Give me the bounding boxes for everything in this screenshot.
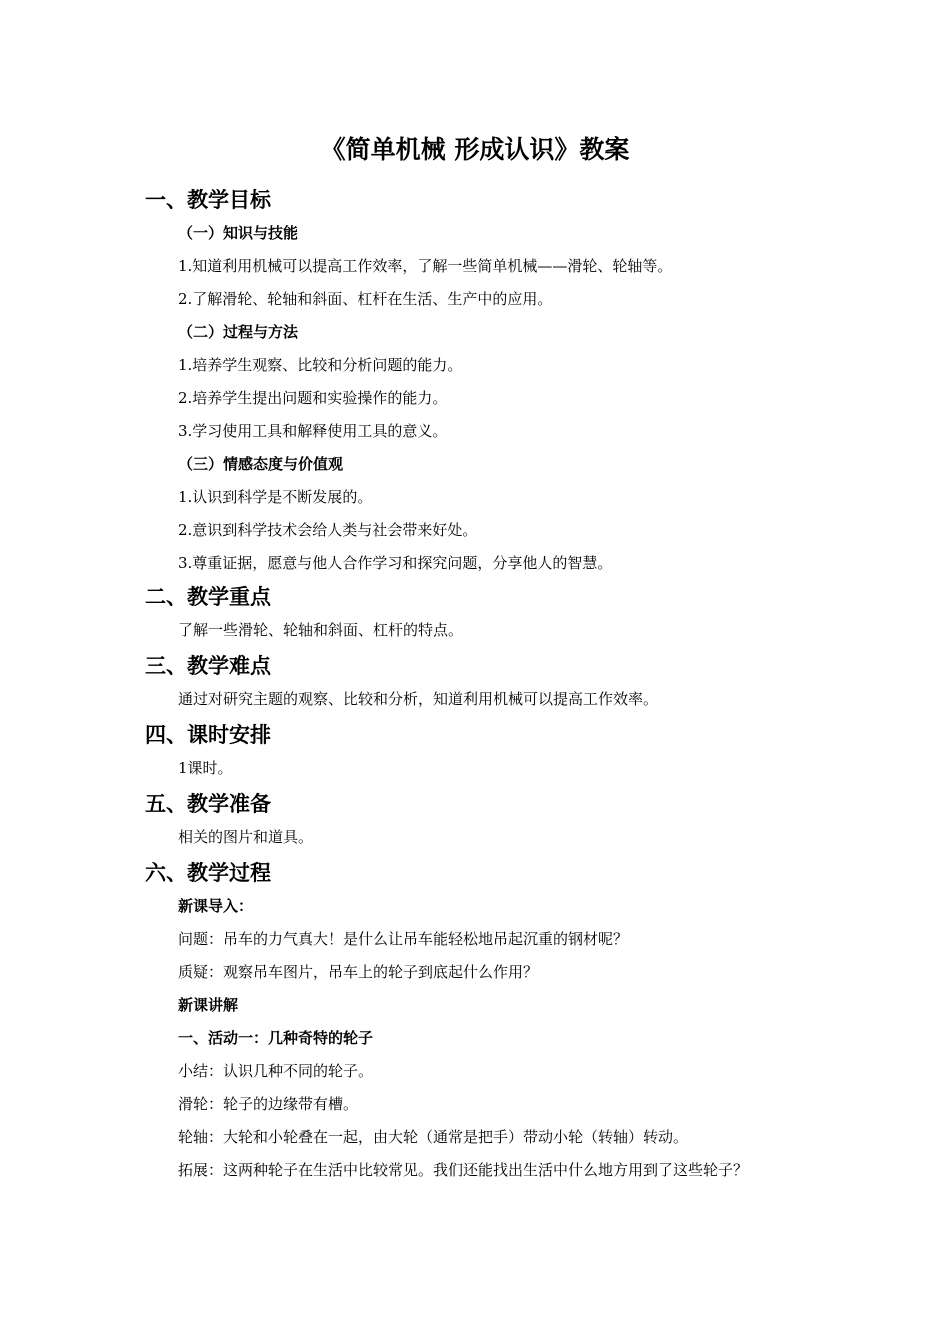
subheading-attitudes-values: （三）情感态度与价值观 (178, 455, 344, 473)
section-heading-preparation: 五、教学准备 (145, 792, 271, 816)
objective-item: 3.学习使用工具和解释使用工具的意义。 (178, 422, 448, 440)
preparation-text: 相关的图片和道具。 (178, 828, 314, 846)
document-title: 《简单机械 形成认识》教案 (320, 135, 630, 164)
objective-item: 1.知道利用机械可以提高工作效率，了解一些简单机械——滑轮、轮轴等。 (178, 257, 673, 275)
pulley-definition: 滑轮：轮子的边缘带有槽。 (178, 1095, 359, 1113)
document-body (145, 183, 845, 1187)
intro-doubt: 质疑：观察吊车图片，吊车上的轮子到底起什么作用？ (178, 963, 539, 981)
subheading-process-methods: （二）过程与方法 (178, 323, 299, 341)
section-heading-process: 六、教学过程 (145, 861, 271, 885)
section-heading-difficulties: 三、教学难点 (145, 654, 271, 678)
section-heading-key-points: 二、教学重点 (145, 585, 271, 609)
wheel-axle-definition: 轮轴：大轮和小轮叠在一起，由大轮（通常是把手）带动小轮（转轴）转动。 (178, 1128, 689, 1146)
objective-item: 2.培养学生提出问题和实验操作的能力。 (178, 389, 448, 407)
section-heading-schedule: 四、课时安排 (145, 723, 271, 747)
lecture-label: 新课讲解 (178, 996, 239, 1014)
objective-item: 2.意识到科学技术会给人类与社会带来好处。 (178, 521, 478, 539)
subheading-knowledge-skills: （一）知识与技能 (178, 224, 299, 242)
activity-summary: 小结：认识几种不同的轮子。 (178, 1062, 374, 1080)
objective-item: 3.尊重证据，愿意与他人合作学习和探究问题，分享他人的智慧。 (178, 554, 613, 572)
intro-question: 问题：吊车的力气真大！是什么让吊车能轻松地吊起沉重的钢材呢？ (178, 930, 629, 948)
extension-question: 拓展：这两种轮子在生活中比较常见。我们还能找出生活中什么地方用到了这些轮子？ (178, 1161, 749, 1179)
objective-item: 2.了解滑轮、轮轴和斜面、杠杆在生活、生产中的应用。 (178, 290, 553, 308)
intro-label: 新课导入： (178, 897, 254, 915)
objective-item: 1.认识到科学是不断发展的。 (178, 488, 373, 506)
activity-heading: 一、活动一：几种奇特的轮子 (178, 1029, 374, 1047)
objective-item: 1.培养学生观察、比较和分析问题的能力。 (178, 356, 463, 374)
difficulties-text: 通过对研究主题的观察、比较和分析，知道利用机械可以提高工作效率。 (178, 690, 659, 708)
section-heading-objectives: 一、教学目标 (145, 188, 271, 212)
key-points-text: 了解一些滑轮、轮轴和斜面、杠杆的特点。 (178, 621, 464, 639)
schedule-text: 1课时。 (178, 759, 233, 777)
